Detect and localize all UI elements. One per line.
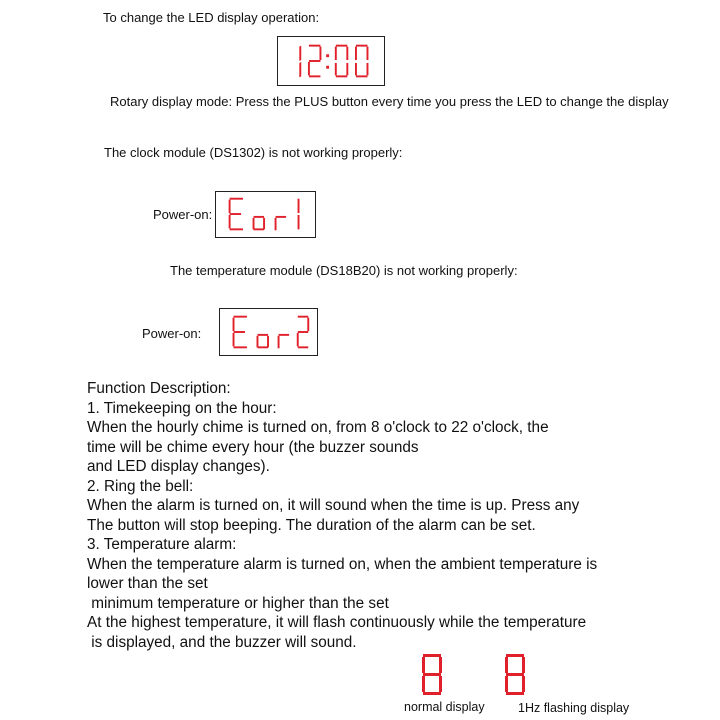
- description-line: is displayed, and the buzzer will sound.: [87, 633, 357, 651]
- description-line: time will be chime every hour (the buzzer sounds: [87, 438, 419, 456]
- digit-o: [257, 334, 269, 348]
- led-display-clock: [277, 36, 385, 86]
- description-line: minimum temperature or higher than the set: [87, 594, 389, 612]
- digit-1: [299, 46, 301, 78]
- digit-eight-normal: [420, 652, 446, 698]
- flashing-display-label: 1Hz flashing display: [518, 701, 630, 715]
- digit-4: [355, 45, 368, 78]
- digit-r: [278, 334, 290, 348]
- description-line: At the highest temperature, it will flash continuously while the temperature: [87, 614, 587, 631]
- change-led-title: To change the LED display operation:: [103, 10, 320, 25]
- description-line: Function Description:: [87, 380, 231, 397]
- temp-error-title: The temperature module (DS18B20) is not working properly:: [170, 263, 518, 278]
- description-line: 3. Temperature alarm:: [87, 536, 237, 553]
- digit-e: [233, 316, 247, 349]
- clock-error-label: Power-on:: [153, 207, 213, 222]
- digit-2: [308, 45, 321, 78]
- digit-two: [297, 316, 309, 349]
- digit-eight-flashing: [503, 652, 529, 698]
- description-line: The button will stop beeping. The duration of the alarm can be set.: [87, 516, 536, 534]
- description-line: and LED display changes).: [87, 458, 270, 475]
- rotary-mode-caption: Rotary display mode: Press the PLUS button every time you press the LED to change the display: [110, 94, 669, 109]
- description-line: When the temperature alarm is turned on, when the ambient temperature is: [87, 555, 598, 573]
- led-display-eor1: [215, 191, 316, 238]
- clock-error-title: The clock module (DS1302) is not working properly:: [104, 145, 403, 160]
- digit-3: [335, 45, 348, 78]
- normal-display-label: normal display: [404, 700, 485, 714]
- led-display-eor2: [219, 308, 318, 356]
- description-line: lower than the set: [87, 575, 208, 592]
- temp-error-label: Power-on:: [142, 326, 202, 341]
- digit-r: [275, 216, 286, 230]
- digit-e: [229, 198, 243, 231]
- digit-o: [253, 216, 265, 230]
- description-line: When the alarm is turned on, it will sound when the time is up. Press any: [87, 497, 580, 514]
- colon: [326, 54, 329, 68]
- description-line: 1. Timekeeping on the hour:: [87, 399, 277, 417]
- digit-one: [298, 199, 300, 230]
- function-description: [87, 379, 597, 652]
- description-line: When the hourly chime is turned on, from 8 o'clock to 22 o'clock, the: [87, 419, 549, 436]
- description-line: 2. Ring the bell:: [87, 477, 194, 495]
